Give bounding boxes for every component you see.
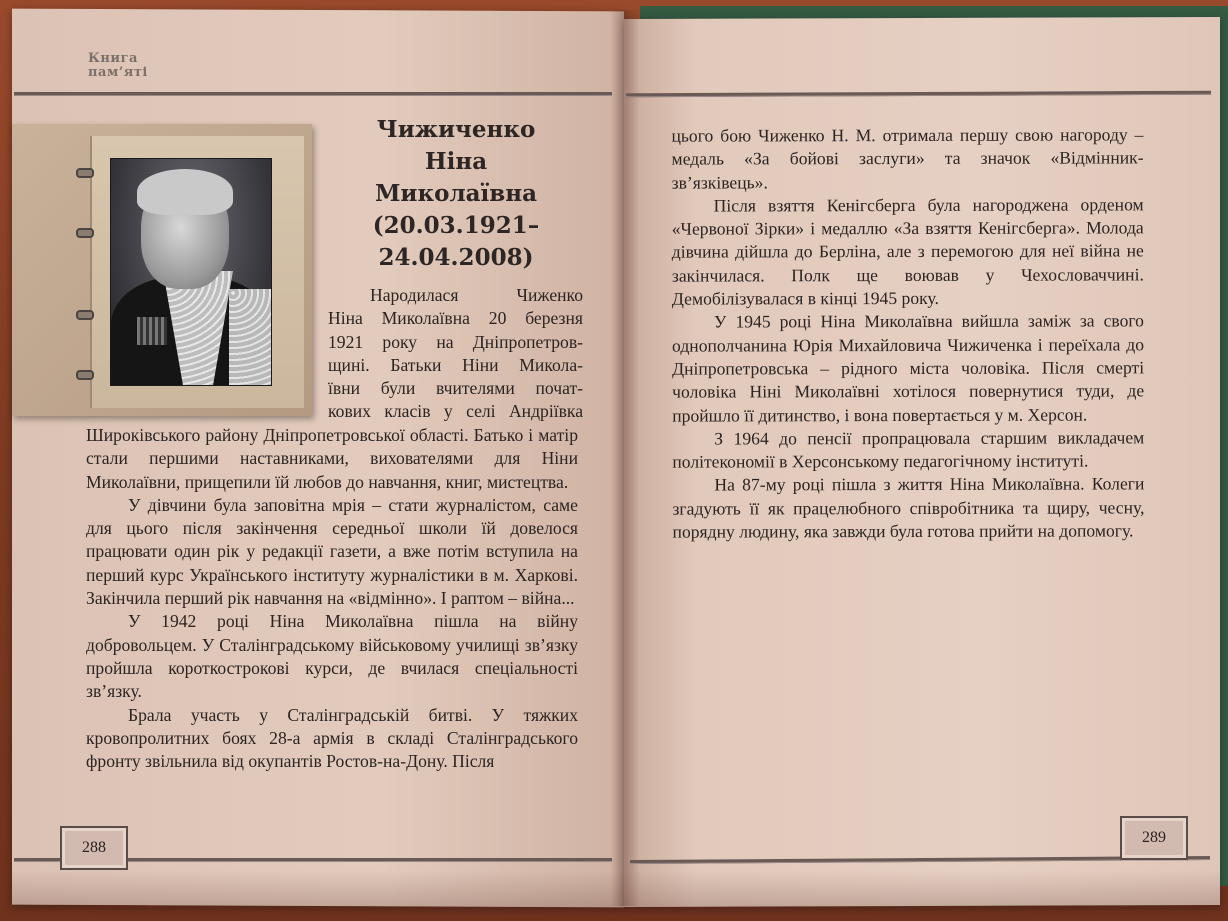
paragraph: З 1964 до пенсії пропрацювала старшим викладачем політекономії в Херсонському педагогічному інституті. xyxy=(672,427,1145,472)
photo-hair xyxy=(137,169,233,215)
paragraph: цього бою Чиженко Н. М. отримала першу свою нагороду – медаль «За бойові заслуги» та значок «Відмінник-зв’язківець». xyxy=(671,124,1144,193)
text-line: Народилася Чиженко xyxy=(370,285,583,305)
text-line: ївни були вчителями почат- xyxy=(328,378,583,399)
album-ring xyxy=(76,310,94,320)
logo-line-1: Книга xyxy=(88,51,138,66)
text-line: Ніна Миколаївна 20 березня xyxy=(328,308,583,329)
paragraph: На 87-му році пішла з життя Ніна Миколаївна. Колеги згадують її як працелюбного співробітника та щиру, чесну, порядну людину, яка завжди була готова прийти на допомогу. xyxy=(672,473,1145,542)
photo-sleeve xyxy=(229,289,271,385)
bottom-shadow xyxy=(12,870,1220,910)
paragraph: У дівчини була заповітна мрія – стати журналістом, саме для цього після закінчення середньої школи їй довелося працювати один рік у редакції газети, а вже потім вступила на перший курс Українського інституту журналістики в м. Харкові. Закінчила перший рік навчання на «відмінно». І раптом – війна... xyxy=(86,494,578,609)
photo-medals xyxy=(137,317,167,345)
paragraph: Після взяття Кенігсберга була нагороджена орденом «Червоної Зірки» і медаллю «За взяття Кенігсберга». Молода дівчина дійшла до Берліна, але з перемогою для неї війна не закінчилася. Полк ще воював у Чехословаччині. Демобілізувалася в кінці 1945 року. xyxy=(671,194,1144,309)
left-text-body xyxy=(86,424,578,773)
paragraph: У 1942 році Ніна Миколаївна пішла на війну добровольцем. У Сталінградському військовому училищі зв’язку пройшла короткострокові курси, де вчилася спеціальності зв’язку. xyxy=(86,611,578,702)
album-ring xyxy=(76,370,94,380)
book-gutter xyxy=(610,10,640,906)
text-line: кових класів у селі Андріївка xyxy=(328,401,583,422)
person-title xyxy=(326,114,586,274)
page-number-right: 289 xyxy=(1120,816,1188,860)
text-line: 1921 року на Дніпропетров- xyxy=(328,331,583,352)
text-line: щині. Батьки Ніни Микола- xyxy=(328,354,583,375)
paragraph: Брала участь у Сталінградській битві. У тяжких кровопролитних боях 28-а армія в складі Сталінградського фронту звільнила від окупантів Ростов-на-Дону. Після xyxy=(86,704,578,772)
paragraph: У 1945 році Ніна Миколаївна вийшла заміж за свого однополчанина Юрія Михайловича Чижиченка і переїхала до Дніпропетровська – рідного міста чоловіка. Після смерті чоловіка Ніні Миколаївні хотілося повернутися туди, де пройшло її дитинство, і вона повертається у м. Херсон. xyxy=(672,310,1145,426)
title-dates: (20.03.1921–24.04.2008) xyxy=(372,212,540,271)
paragraph: Широківського району Дніпропетровської області. Батько і матір стали першими наставниками, вихователями для Ніни Миколаївни, прищепили їй любов до навчання, книг, мистецтва. xyxy=(86,425,578,492)
logo-line-2: пам’яті xyxy=(88,65,148,80)
title-patronymic: Миколаївна xyxy=(374,180,538,207)
right-text-body xyxy=(671,123,1144,544)
header-rule-left xyxy=(14,92,612,96)
title-surname: Чижиченко xyxy=(376,116,536,143)
book-logo xyxy=(88,52,168,80)
page-number-left: 288 xyxy=(60,826,128,870)
album-ring xyxy=(76,228,94,238)
left-text-beside-photo xyxy=(328,284,583,424)
title-first-name: Ніна xyxy=(424,148,488,175)
portrait-photo xyxy=(110,158,272,386)
album-ring xyxy=(76,168,94,178)
